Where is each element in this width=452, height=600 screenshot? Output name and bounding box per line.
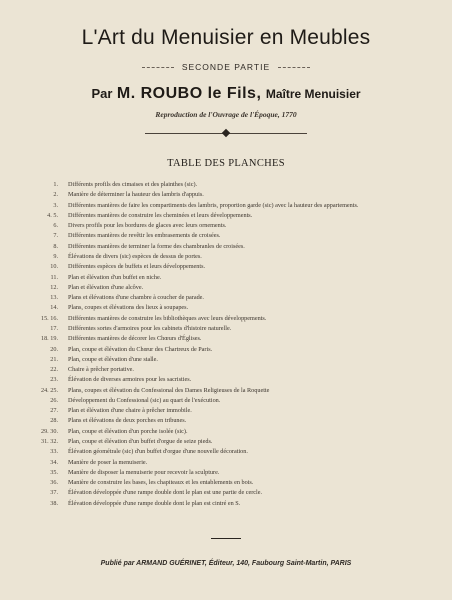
toc-heading: TABLE DES PLANCHES — [167, 158, 285, 169]
plate-description: Manière de déterminer la hauteur des lambris d'appuis. — [68, 191, 204, 199]
plate-number: 8. — [53, 242, 58, 250]
dashed-rule-right — [278, 67, 310, 68]
plate-list-item — [0, 458, 452, 468]
author-line — [0, 85, 452, 103]
plate-number: 9. — [53, 252, 58, 260]
plates-list — [0, 180, 452, 509]
plate-description: Plans, coupes et élévation du Confessional des Dames Religieuses de la Roquette — [68, 386, 270, 394]
plate-number: 21. — [50, 355, 58, 363]
plate-description: Plan et élévation d'une alcôve. — [68, 283, 144, 291]
plate-number: 37. — [50, 489, 58, 497]
plate-list-item — [0, 273, 452, 283]
plate-list-item — [0, 221, 452, 231]
plate-list-item — [0, 293, 452, 303]
plate-list-item — [0, 437, 452, 447]
plate-number: 31. 32. — [40, 438, 58, 446]
author-name: M. ROUBO le Fils, — [116, 85, 262, 102]
plate-list-item — [0, 406, 452, 416]
plate-description: Manière de disposer la menuiserie pour recevoir la sculpture. — [68, 468, 220, 476]
plate-description: Développement du Confessional (sic) au quart de l'exécution. — [68, 396, 221, 404]
plate-description: Divers profils pour les bordures de glaces avec leurs ornements. — [68, 222, 227, 230]
plate-description: Différentes manières de construire les cheminées et leurs développements. — [68, 211, 253, 219]
plate-number: 12. — [50, 283, 58, 291]
plate-list-item — [0, 386, 452, 396]
plate-number: 33. — [50, 448, 58, 456]
plate-description: Élévation géométrale (sic) d'un buffet d'orgue d'une nouvelle décoration. — [68, 448, 248, 456]
plate-list-item — [0, 242, 452, 252]
plate-number: 24. 25. — [40, 386, 58, 394]
plate-description: Plan et élévation d'une chaire à prêcher immobile. — [68, 407, 192, 415]
plate-description: Élévation de diverses armoires pour les sacristies. — [68, 376, 192, 384]
plate-number: 20. — [50, 345, 58, 353]
plate-list-item — [0, 365, 452, 375]
plate-description: Manière de construire les bases, les chapiteaux et les entablements en bois. — [68, 479, 254, 487]
plate-list-item — [0, 314, 452, 324]
plate-description: Différentes sortes d'armoires pour les cabinets d'histoire naturelle. — [68, 324, 232, 332]
author-prefix: Par — [91, 86, 113, 101]
plate-description: Plan et élévation d'un buffet en niche. — [68, 273, 162, 281]
plate-list-item — [0, 499, 452, 509]
plate-description: Plan, coupe et élévation du Chœur des Chartreux de Paris. — [68, 345, 213, 353]
bottom-rule — [211, 538, 241, 539]
plate-description: Plan, coupe et élévation d'un porche isolée (sic). — [68, 427, 188, 435]
plate-list-item — [0, 478, 452, 488]
plate-list-item — [0, 468, 452, 478]
plate-list-item — [0, 345, 452, 355]
plate-description: Élévations de divers (sic) espèces de dessus de portes. — [68, 252, 202, 260]
plate-description: Élévation développée d'une rampe double dont le plan est une partie de cercle. — [68, 489, 263, 497]
plate-list-item — [0, 201, 452, 211]
plate-number: 11. — [50, 273, 58, 281]
plate-description: Plan, coupe et élévation d'une stalle. — [68, 355, 158, 363]
plate-number: 38. — [50, 499, 58, 507]
plate-number: 22. — [50, 366, 58, 374]
plate-list-item — [0, 252, 452, 262]
plate-list-item — [0, 190, 452, 200]
plate-description: Plans, coupes et élévations des lieux à soupapes. — [68, 304, 189, 312]
plate-number: 4. 5. — [47, 211, 58, 219]
plate-number: 14. — [50, 304, 58, 312]
plate-description: Plans et élévations d'une chambre à coucher de parade. — [68, 294, 204, 302]
plate-list-item — [0, 375, 452, 385]
plate-list-item — [0, 211, 452, 221]
plate-number: 35. — [50, 468, 58, 476]
plate-description: Différentes manières de construire les bibliothèques avec leurs développements. — [68, 314, 267, 322]
plate-description: Différentes manières de faire les compartiments des lambris, proportion garde (sic) avec la hauteur des appartements. — [68, 201, 359, 209]
plate-description: Plan, coupe et élévation d'un buffet d'orgue de seize pieds. — [68, 438, 213, 446]
plate-number: 26. — [50, 396, 58, 404]
plate-number: 29. 30. — [40, 427, 58, 435]
subtitle-row — [0, 62, 452, 72]
plate-number: 18. 19. — [40, 335, 58, 343]
plate-number: 17. — [50, 324, 58, 332]
plate-description: Chaire à prêcher portative. — [68, 366, 134, 374]
plate-number: 6. — [53, 222, 58, 230]
plate-list-item — [0, 262, 452, 272]
plate-list-item — [0, 355, 452, 365]
plate-description: Différentes manières de terminer la forme des chambranles de croisées. — [68, 242, 245, 250]
plate-list-item — [0, 324, 452, 334]
plate-list-item — [0, 334, 452, 344]
plate-number: 23. — [50, 376, 58, 384]
subtitle: SECONDE PARTIE — [181, 62, 271, 72]
diamond-ornament-icon — [222, 129, 230, 137]
author-role: Maître Menuisier — [265, 87, 361, 101]
plate-description: Plans et élévations de deux porches en tribunes. — [68, 417, 187, 425]
plate-number: 34. — [50, 458, 58, 466]
plate-number: 1. — [53, 181, 58, 188]
plate-description: Élévation développée d'une rampe double dont le plan est cintré en S. — [68, 499, 241, 507]
plate-description: Manière de poser la menuiserie. — [68, 458, 148, 466]
plate-list-item — [0, 427, 452, 437]
plate-list-item — [0, 283, 452, 293]
plate-number: 2. — [53, 191, 58, 199]
plate-number: 36. — [50, 479, 58, 487]
plate-list-item — [0, 180, 452, 190]
dashed-rule-left — [142, 67, 174, 68]
plate-list-item — [0, 447, 452, 457]
plate-description: Différentes manières de décorer les Chœurs d'Églises. — [68, 335, 202, 343]
plate-number: 3. — [53, 201, 58, 209]
plate-number: 28. — [50, 417, 58, 425]
page-title: L'Art du Menuisier en Meubles — [81, 26, 371, 49]
plate-list-item — [0, 488, 452, 498]
plate-number: 15. 16. — [40, 314, 58, 322]
publisher-line: Publié par ARMAND GUÉRINET, Éditeur, 140, Faubourg Saint-Martin, PARIS — [100, 560, 352, 567]
plate-list-item — [0, 396, 452, 406]
plate-number: 7. — [53, 232, 58, 240]
plate-description: Différentes espèces de buffets et leurs développements. — [68, 263, 206, 271]
reproduction-note: Reproduction de l'Ouvrage de l'Époque, 1770 — [155, 110, 297, 119]
plate-number: 10. — [50, 263, 58, 271]
plate-description: Différents profils des cimaises et des plainthes (sic). — [68, 181, 198, 188]
plate-list-item — [0, 303, 452, 313]
plate-number: 13. — [50, 294, 58, 302]
plate-list-item — [0, 416, 452, 426]
plate-description: Différentes manières de revêtir les embrasements de croisées. — [68, 232, 221, 240]
plate-list-item — [0, 231, 452, 241]
plate-number: 27. — [50, 407, 58, 415]
